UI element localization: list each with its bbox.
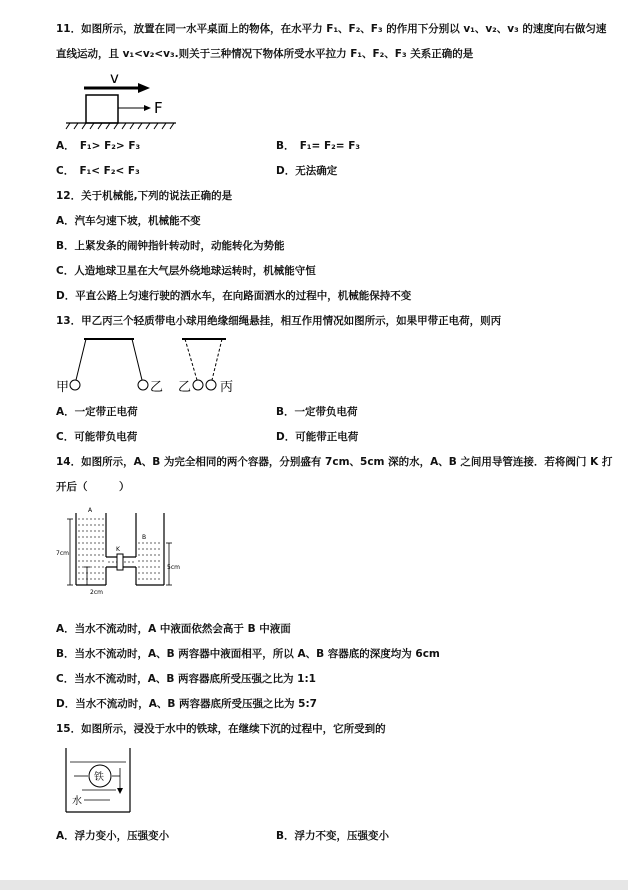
q13-label-bing: 丙 [220, 380, 234, 395]
q14-figure [56, 505, 186, 599]
q15-label-shui: 水 [72, 796, 82, 807]
q14-option-c: C．当水不流动时，A、B 两容器底所受压强之比为 1:1 [56, 673, 316, 685]
q11-option-b: B． F₁= F₂= F₃ [276, 140, 360, 152]
q11-stem-line1: 11．如图所示，放置在同一水平桌面上的物体，在水平力 F₁、F₂、F₃ 的作用下分别以 v₁、v₂、v₃ 的速度向右做匀速 [56, 23, 607, 35]
q13-figure [54, 334, 244, 398]
page-footer-bar [0, 880, 628, 890]
q14-label-k: K [116, 546, 120, 553]
q12-option-d: D．平直公路上匀速行驶的洒水车，在向路面洒水的过程中，机械能保持不变 [56, 290, 412, 302]
q11-stem-line2: 直线运动，且 v₁<v₂<v₃.则关于三种情况下物体所受水平拉力 F₁、F₂、F₃ 关系正确的是 [56, 48, 474, 60]
q12-option-b: B．上紧发条的闹钟指针转动时，动能转化为势能 [56, 240, 285, 252]
q13-ball-yi-left [138, 380, 148, 390]
q13-label-yi-left: 乙 [150, 380, 164, 395]
q11-option-c: C． F₁< F₂< F₃ [56, 165, 140, 177]
q15-option-a: A．浮力变小，压强变小 [56, 830, 170, 842]
q13-stem: 13．甲乙丙三个轻质带电小球用绝缘细绳悬挂，相互作用情况如图所示，如果甲带正电荷，则丙 [56, 315, 502, 327]
q14-option-d: D．当水不流动时，A、B 两容器底所受压强之比为 5:7 [56, 698, 317, 710]
q13-label-jia: 甲 [56, 380, 70, 395]
q13-ball-jia [70, 380, 80, 390]
q13-option-c: C．可能带负电荷 [56, 431, 138, 443]
q15-option-b: B．浮力不变，压强变小 [276, 830, 390, 842]
q14-label-2cm: 2cm [90, 589, 103, 596]
q15-figure [60, 744, 136, 816]
q14-label-5cm: 5cm [167, 564, 180, 571]
q14-option-b: B．当水不流动时，A、B 两容器中液面相平，所以 A、B 容器底的深度均为 6cm [56, 648, 440, 660]
q13-ball-yi-right [193, 380, 203, 390]
q11-fig-v-label: v [110, 69, 119, 87]
q11-option-a: A． F₁> F₂> F₃ [56, 140, 141, 152]
q15-stem: 15．如图所示，浸没于水中的铁球，在继续下沉的过程中，它所受到的 [56, 723, 386, 735]
q13-option-d: D．可能带正电荷 [276, 431, 359, 443]
q14-label-7cm: 7cm [56, 550, 69, 557]
q14-label-a: A [88, 507, 93, 514]
q14-valve-k [117, 554, 123, 570]
q14-stem-line1: 14．如图所示，A、B 为完全相同的两个容器，分别盛有 7cm、5cm 深的水，A、B 之间用导管连接．若将阀门 K 打 [56, 456, 613, 468]
q11-option-d: D．无法确定 [276, 165, 338, 177]
q11-fig-f-label: F [154, 99, 163, 117]
q14-option-a: A．当水不流动时，A 中液面依然会高于 B 中液面 [56, 623, 291, 635]
q12-option-a: A．汽车匀速下坡，机械能不变 [56, 215, 201, 227]
q14-label-b: B [142, 534, 147, 541]
q12-option-c: C．人造地球卫星在大气层外绕地球运转时，机械能守恒 [56, 265, 316, 277]
q11-block [86, 95, 118, 123]
q13-label-yi-right: 乙 [178, 380, 192, 395]
q12-stem: 12．关于机械能,下列的说法正确的是 [56, 190, 233, 202]
q13-option-b: B．一定带负电荷 [276, 406, 358, 418]
q15-label-tie: 铁 [94, 772, 104, 783]
q13-option-a: A．一定带正电荷 [56, 406, 138, 418]
q11-figure [62, 68, 192, 134]
q14-stem-line2: 开后（ ） [56, 481, 130, 493]
q13-ball-bing [206, 380, 216, 390]
